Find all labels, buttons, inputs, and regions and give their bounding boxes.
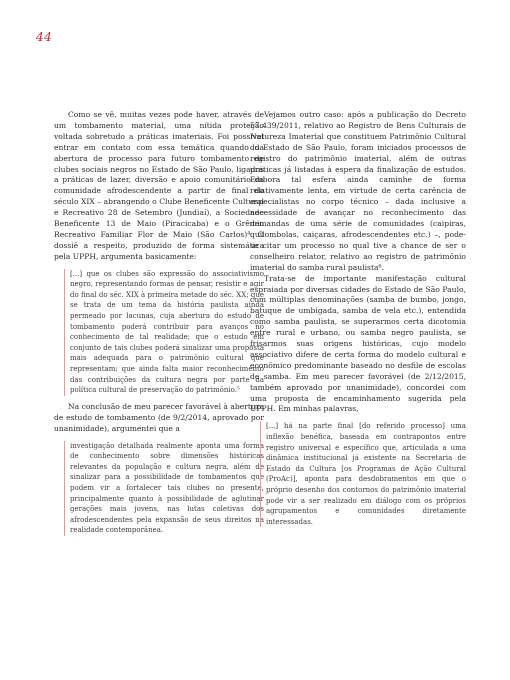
left-paragraph-2: Na conclusão de meu parecer favorável à abertura de estudo de tombamento (de 9/2/2014, aprovado por unanimidade), argumentei que a [54,401,264,433]
right-paragraph-1: Vejamos outro caso: após a publicação do Decreto 57.439/2011, relativo ao Registro de Bens Culturais de Natureza Imaterial que constituem Patrimônio Cultural do Estado de São Paulo, foram iniciados processos de registro do patrimônio imaterial, além de outras práticas já listadas à espera da finalização de estudos. Embora tal esfera ainda caminhe de forma relativamente lenta, em virtude de certa carência de especialistas no corpo técnico – dada inclusive a necessidade de avançar no reconhecimento das demandas de uma série de comunidades (caipiras, quilombolas, caiçaras, afrodescendentes etc.) –, pode-se citar um processo no qual tive a chance de ser o conselheiro relator, relativo ao registro de patrimônio imaterial do samba rural paulista⁶. [250,110,466,272]
left-blockquote-1: [...] que os clubes são expressão do associativismo negro, representando formas de pensar, resistir e agir do final do séc. XIX à primeira metade do séc. XX; que se trata de um tema da história paulista ainda permeado por lacunas, cuja abertura do estudo de tombamento poderá contribuir para avanços no conhecimento de tal realidade; que o estudo em conjunto de tais clubes poderá sinalizar uma proposta mais adequada para o patrimônio cultural que representam; que ainda falta maior reconhecimento das contribuições da cultura negra por parte da política cultural de preservação do patrimônio.⁵ [64,269,264,396]
right-paragraph-2: Trata-se de importante manifestação cultural espraiada por diversas cidades do Estado de São Paulo, com múltiplas denominações (samba de bumbo, jongo, batuque de umbigada, samba de vela etc.), entendida como samba paulista, se superarmos certa dicotomia entre rural e urbano, ou samba negro paulista, se frisarmos suas origens históricas, cujo modelo associativo difere de certa forma do modelo cultural e econômico predominante baseado no desfile de escolas de samba. Em meu parecer favorável (de 2/12/2015, também aprovado por unanimidade), concordei com uma proposta de encaminhamento sugerida pela UPPH. Em minhas palavras, [250,273,466,414]
left-blockquote-2: investigação detalhada realmente aponta uma forma de conhecimento sobre dimensões históricas relevantes da população e cultura negra, além de sinalizar para a possibilidade de tombamentos que podem vir a fortalecer tais clubes no presente, principalmente quanto à possibilidade de aglutinar gerações mais jovens, nas lutas coletivas dos afrodescendentes pela expansão de seus direitos na realidade contemporânea. [64,441,264,536]
right-blockquote-1: [...] há na parte final [do referido processo] uma inflexão benéfica, baseada em contrapontos entre registro universal e específico que, articulada a uma dinâmica institucional já existente na Secretaria de Estado da Cultura [os Programas de Ação Cultural (ProAc)], aponta para desdobramentos em que o próprio desenho dos contornos do patrimônio imaterial pode vir a ser realizado em diálogo com os próprios agrupamentos e comunidades diretamente interessadas. [260,421,466,527]
left-paragraph-1: Como se vê, muitas vezes pode haver, através de um tombamento material, uma nítida proteção voltada sobretudo a práticas imateriais. Foi possível entrar em contato com essa temática quando da abertura de processo para futuro tombamento de clubes sociais negros no Estado de São Paulo, ligados a práticas de lazer, diversão e apoio comunitário da comunidade afrodescendente a partir de final do século XIX – abrangendo o Clube Beneficente Cultural e Recreativo 28 de Setembro (Jundiaí), a Sociedade Beneficente 13 de Maio (Piracicaba) e o Grêmio Recreativo Familiar Flor de Maio (São Carlos)⁴. O dossiê a respeito, produzido de forma sistemática pela UPPH, argumenta basicamente: [54,110,264,261]
left-column [54,110,264,542]
right-column [250,110,466,533]
page-number: 44 [36,30,53,44]
